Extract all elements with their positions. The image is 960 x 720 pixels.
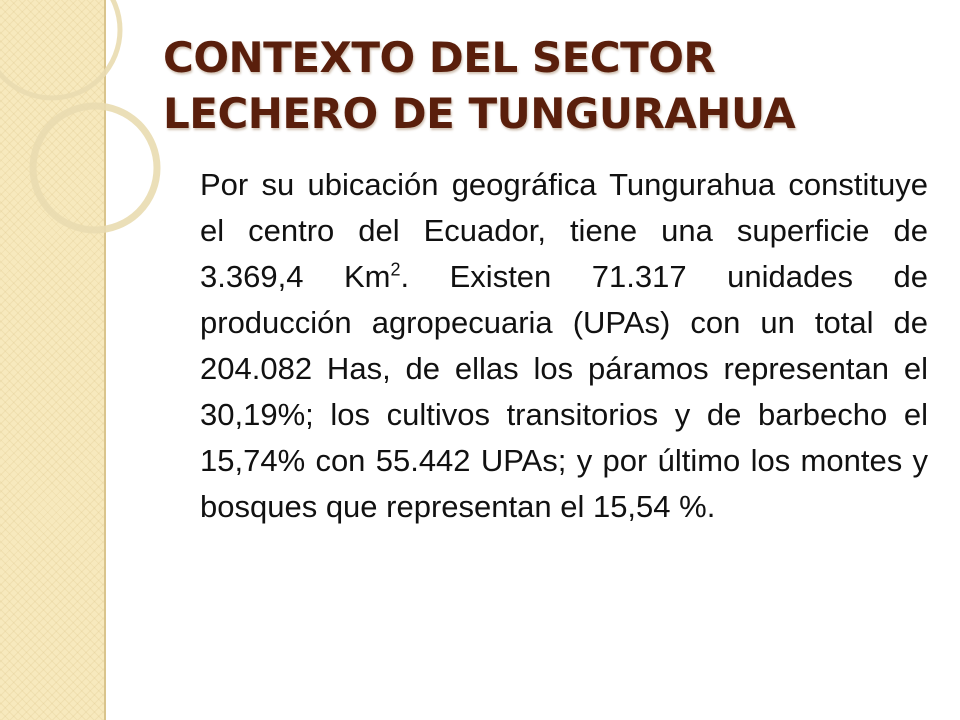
top-ring-decoration <box>0 0 120 98</box>
slide-title: CONTEXTO DEL SECTOR LECHERO DE TUNGURAHUA <box>163 33 796 138</box>
body-text-part-1: Por su ubicación geográfica Tungurahua constituye el centro del Ecuador, tiene una superficie de 3.369,4 Km <box>200 167 928 294</box>
body-text-part-2: . Existen 71.317 unidades de producción agropecuaria (UPAs) con un total de 204.082 Has, de ellas los páramos representan el 30,19%; los cultivos transitorios y de barbecho el 15,74% con 55.442 UPAs; y por último los montes y bosques que representan el 15,54 %. <box>200 259 928 524</box>
slide-body-text <box>200 162 928 530</box>
middle-ring-decoration <box>33 106 157 230</box>
square-km-superscript: 2 <box>390 259 401 280</box>
